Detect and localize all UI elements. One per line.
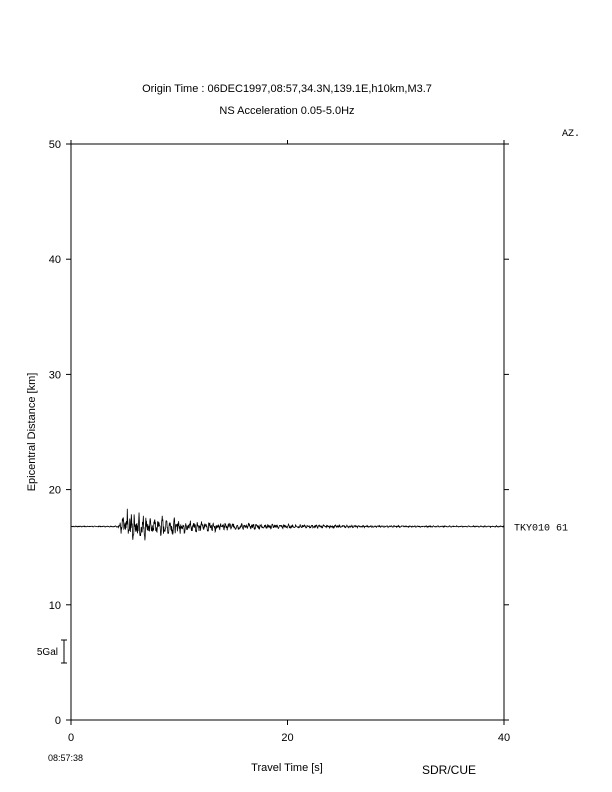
azimuth-header: AZ. <box>562 129 581 140</box>
x-tick-label: 20 <box>281 732 294 744</box>
x-tick-label: 0 <box>67 732 75 744</box>
waveform-trace <box>71 509 504 541</box>
y-tick-label: 0 <box>54 715 61 727</box>
y-tick-label: 20 <box>48 484 61 497</box>
station-label: TKY010 61 <box>514 523 569 535</box>
x-axis-label: Travel Time [s] <box>251 762 323 774</box>
y-tick-label: 50 <box>48 139 61 151</box>
x-tick-label: 40 <box>497 732 511 744</box>
y-tick-label: 10 <box>48 599 61 612</box>
plot-frame <box>71 144 504 720</box>
credit: SDR/CUE <box>421 763 477 777</box>
scale-bar-label: 5Gal <box>36 647 58 658</box>
y-tick-label: 30 <box>48 369 61 382</box>
scale-bar <box>37 640 67 663</box>
y-tick-label: 40 <box>48 254 61 267</box>
chart-subtitle: NS Acceleration 0.05-5.0Hz <box>219 105 355 117</box>
start-time: 08:57:38 <box>48 753 84 763</box>
chart-title: Origin Time : 06DEC1997,08:57,34.3N,139.1E,h10km,M3.7 <box>142 83 432 95</box>
axes <box>49 139 510 744</box>
y-axis-label: Epicentral Distance [km] <box>26 372 38 492</box>
traces <box>71 509 568 541</box>
